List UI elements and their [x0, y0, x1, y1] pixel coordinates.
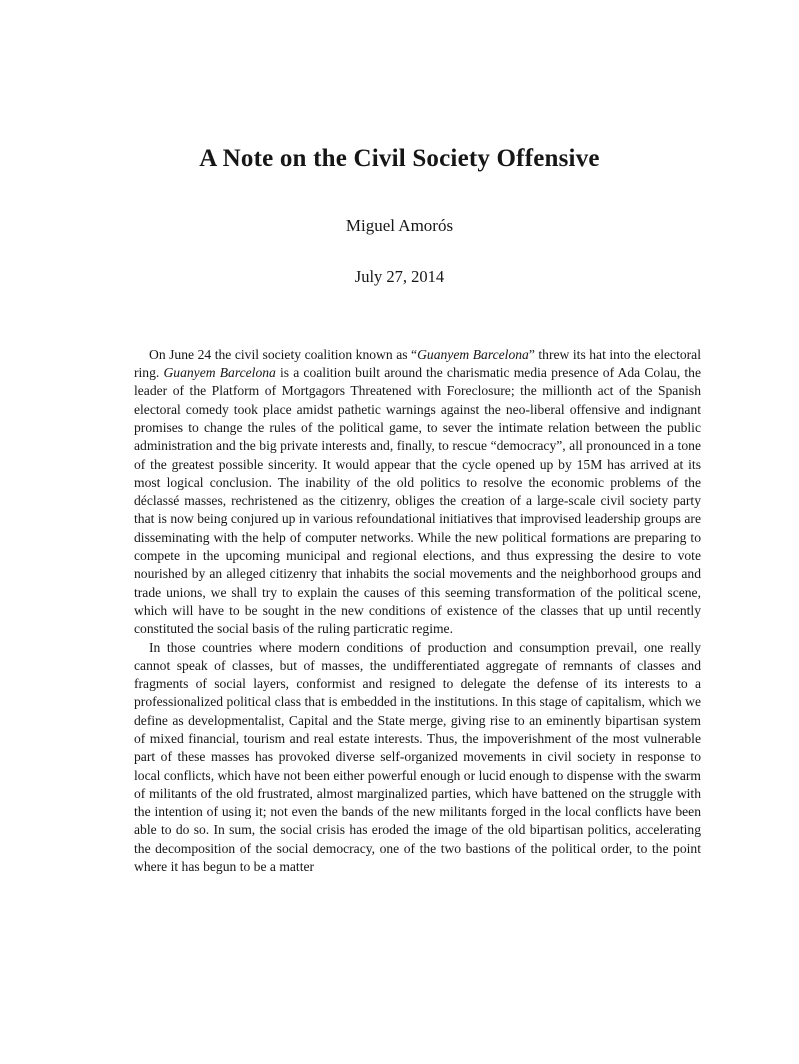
italic-text-run: Guanyem Barcelona: [417, 346, 529, 362]
text-run: ” threw its hat into the electoral ring.: [134, 346, 701, 381]
document-body: [134, 346, 701, 877]
text-run: In those countries where modern conditions of production and consumption prevail, one really cannot speak of classes, but of masses, the undifferentiated aggregate of remnants of classes and fragments of social layers, conformist and resigned to delegate the defense of its interests to a professionalized political class that is embedded in the institutions. In this stage of capitalism, which we define as developmentalist, Capital and the State merge, giving rise to an eminently bipartisan system of mixed financial, tourism and real estate interests. Thus, the impoverishment of the most vulnerable part of these masses has provoked diverse self-organized movements in civil society in response to local conflicts, which have not been either powerful enough or lucid enough to dispense with the swarm of militants of the old frustrated, almost marginalized parties, which have battened on the struggle with the intention of using it; not even the bands of the new militants forged in the local conflicts have been able to do so. In sum, the social crisis has eroded the image of the old bipartisan politics, accelerating the decomposition of the social democracy, one of the two bastions of the political order, to the point where it has begun to be a matter: [134, 639, 701, 875]
paragraph: [134, 346, 701, 639]
italic-text-run: Guanyem Barcelona: [163, 365, 276, 381]
paragraph: [134, 639, 701, 877]
text-run: is a coalition built around the charismatic media presence of Ada Colau, the leader of the Platform of Mortgagors Threatened with Foreclosure; the millionth act of the Spanish electoral comedy took place amidst pathetic warnings against the neo-liberal offensive and indignant promises to change the rules of the political game, to sever the intimate relation between the public administration and the big private interests and, finally, to rescue “democracy”, all pronounced in a tone of the greatest possible sincerity. It would appear that the cycle opened up by 15M has arrived at its most logical conclusion. The inability of the old politics to resolve the economic problems of the déclassé masses, rechristened as the citizenry, obliges the creation of a large-scale civil society party that is now being conjured up in various refoundational initiatives that improvised leadership groups are disseminating with the help of computer networks. While the new political formations are preparing to compete in the upcoming municipal and regional elections, and thus expressing the desire to vote nourished by an alleged citizenry that inhabits the social movements and the neighborhood groups and trade unions, we shall try to explain the causes of this seeming transformation of the political scene, which will have to be sought in the new conditions of existence of the classes that up until recently constituted the social basis of the ruling particratic regime.: [134, 365, 701, 637]
author: Miguel Amorós: [345, 215, 454, 235]
page-title: A Note on the Civil Society Offensive: [199, 145, 600, 172]
date: July 27, 2014: [354, 266, 445, 286]
text-run: On June 24 the civil society coalition known as “: [149, 346, 418, 362]
